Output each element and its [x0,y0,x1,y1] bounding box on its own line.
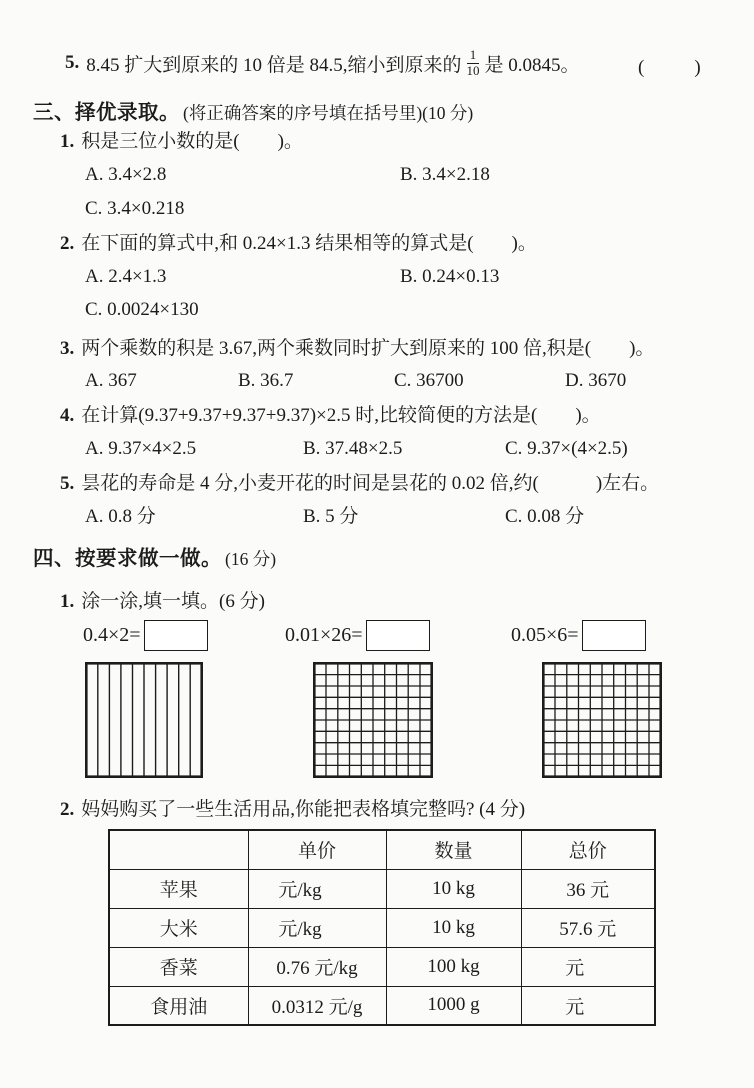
q5-option-b: B. 5 分 [303,506,359,527]
equation-2-label: 0.01×26= [285,624,363,646]
unit-price-cell: 0.76 元/kg [248,947,386,986]
header-unit-price: 单价 [248,830,386,869]
total-price-blank-cell[interactable]: 元 [521,986,655,1025]
header-quantity: 数量 [386,830,521,869]
section-3-note: (将正确答案的序号填在括号里)(10 分) [183,103,474,123]
statement-text-after: 是 0.0845。 [484,54,580,76]
unit-price-cell: 0.0312 元/g [248,986,386,1025]
answer-bracket[interactable]: ( ) [638,57,705,78]
equation-2-answer-box[interactable] [366,620,430,651]
item-2-text: 妈妈购买了一些生活用品,你能把表格填完整吗? (4 分) [81,799,526,820]
total-price-blank-cell[interactable]: 元 [521,947,655,986]
hundredths-grid-1[interactable] [313,662,433,778]
question-5-text: 昙花的寿命是 4 分,小麦开花的时间是昙花的 0.02 倍,约( )左右。 [81,473,660,494]
table-row-cooking-oil [109,986,655,1025]
total-price-cell: 36 元 [521,869,655,908]
question-5-number: 5. [60,473,75,494]
q5-option-a: A. 0.8 分 [85,506,156,527]
question-1-number: 1. [60,131,75,152]
q2-option-a: A. 2.4×1.3 [85,266,167,287]
quantity-cell: 10 kg [386,908,521,947]
equation-3-answer-box[interactable] [582,620,646,651]
question-4 [60,403,601,428]
section-3-heading [33,100,473,126]
total-price-cell: 57.6 元 [521,908,655,947]
unit-price-blank-cell[interactable]: 元/kg [248,908,386,947]
table-header-row [109,830,655,869]
equation-3 [511,620,646,651]
equation-3-label: 0.05×6= [511,624,579,646]
hundredths-grid-2[interactable] [542,662,662,778]
shopping-table [108,829,656,1026]
q4-option-a: A. 9.37×4×2.5 [85,438,197,459]
item-2-prompt [60,797,525,822]
question-3 [60,336,654,361]
equation-1-label: 0.4×2= [83,624,141,646]
item-1-prompt [60,589,265,614]
quantity-cell: 10 kg [386,869,521,908]
q4-option-c: C. 9.37×(4×2.5) [505,438,628,459]
section-3-title: 三、择优录取。 [33,101,180,124]
tenths-strip-grid[interactable] [85,662,203,778]
quantity-cell: 1000 g [386,986,521,1025]
question-2-number: 2. [60,233,75,254]
q4-option-b: B. 37.48×2.5 [303,438,403,459]
header-total-price: 总价 [521,830,655,869]
q3-option-c: C. 36700 [394,370,464,391]
question-1 [60,129,303,154]
question-4-number: 4. [60,405,75,426]
section-4-note: (16 分) [225,549,277,569]
question-4-text: 在计算(9.37+9.37+9.37+9.37)×2.5 时,比较简便的方法是( )。 [81,405,601,426]
question-1-text: 积是三位小数的是( )。 [81,131,303,152]
table-row-rice [109,908,655,947]
item-1-number: 1. [60,591,75,612]
q1-option-b: B. 3.4×2.18 [400,164,490,185]
question-5 [60,471,659,496]
section-4-heading [33,546,276,572]
section-4-title: 四、按要求做一做。 [33,547,222,570]
item-name-cell: 苹果 [109,869,248,908]
item-name-cell: 香菜 [109,947,248,986]
fraction-numerator: 1 [467,48,480,64]
statement-5 [65,44,580,82]
header-item [109,830,248,869]
equation-2 [285,620,430,651]
table-row-apple [109,869,655,908]
equation-1-answer-box[interactable] [144,620,208,651]
item-name-cell: 食用油 [109,986,248,1025]
q1-option-c: C. 3.4×0.218 [85,198,185,219]
q3-option-a: A. 367 [85,370,137,391]
q3-option-d: D. 3670 [565,370,627,391]
q3-option-b: B. 36.7 [238,370,294,391]
item-name-cell: 大米 [109,908,248,947]
q2-option-c: C. 0.0024×130 [85,299,199,320]
question-3-number: 3. [60,338,75,359]
q1-option-a: A. 3.4×2.8 [85,164,167,185]
question-2 [60,231,537,256]
unit-price-blank-cell[interactable]: 元/kg [248,869,386,908]
q2-option-b: B. 0.24×0.13 [400,266,500,287]
question-2-text: 在下面的算式中,和 0.24×1.3 结果相等的算式是( )。 [81,233,537,254]
item-2-number: 2. [60,799,75,820]
fraction-one-tenth [467,48,480,79]
statement-number: 5. [65,52,80,73]
quantity-cell: 100 kg [386,947,521,986]
table-row-coriander [109,947,655,986]
equation-1 [83,620,208,651]
q5-option-c: C. 0.08 分 [505,506,585,527]
statement-text-before: 8.45 扩大到原来的 10 倍是 84.5,缩小到原来的 [86,54,462,76]
question-3-text: 两个乘数的积是 3.67,两个乘数同时扩大到原来的 100 倍,积是( )。 [81,338,655,359]
item-1-text: 涂一涂,填一填。(6 分) [81,591,265,612]
fraction-denominator: 10 [466,62,480,78]
